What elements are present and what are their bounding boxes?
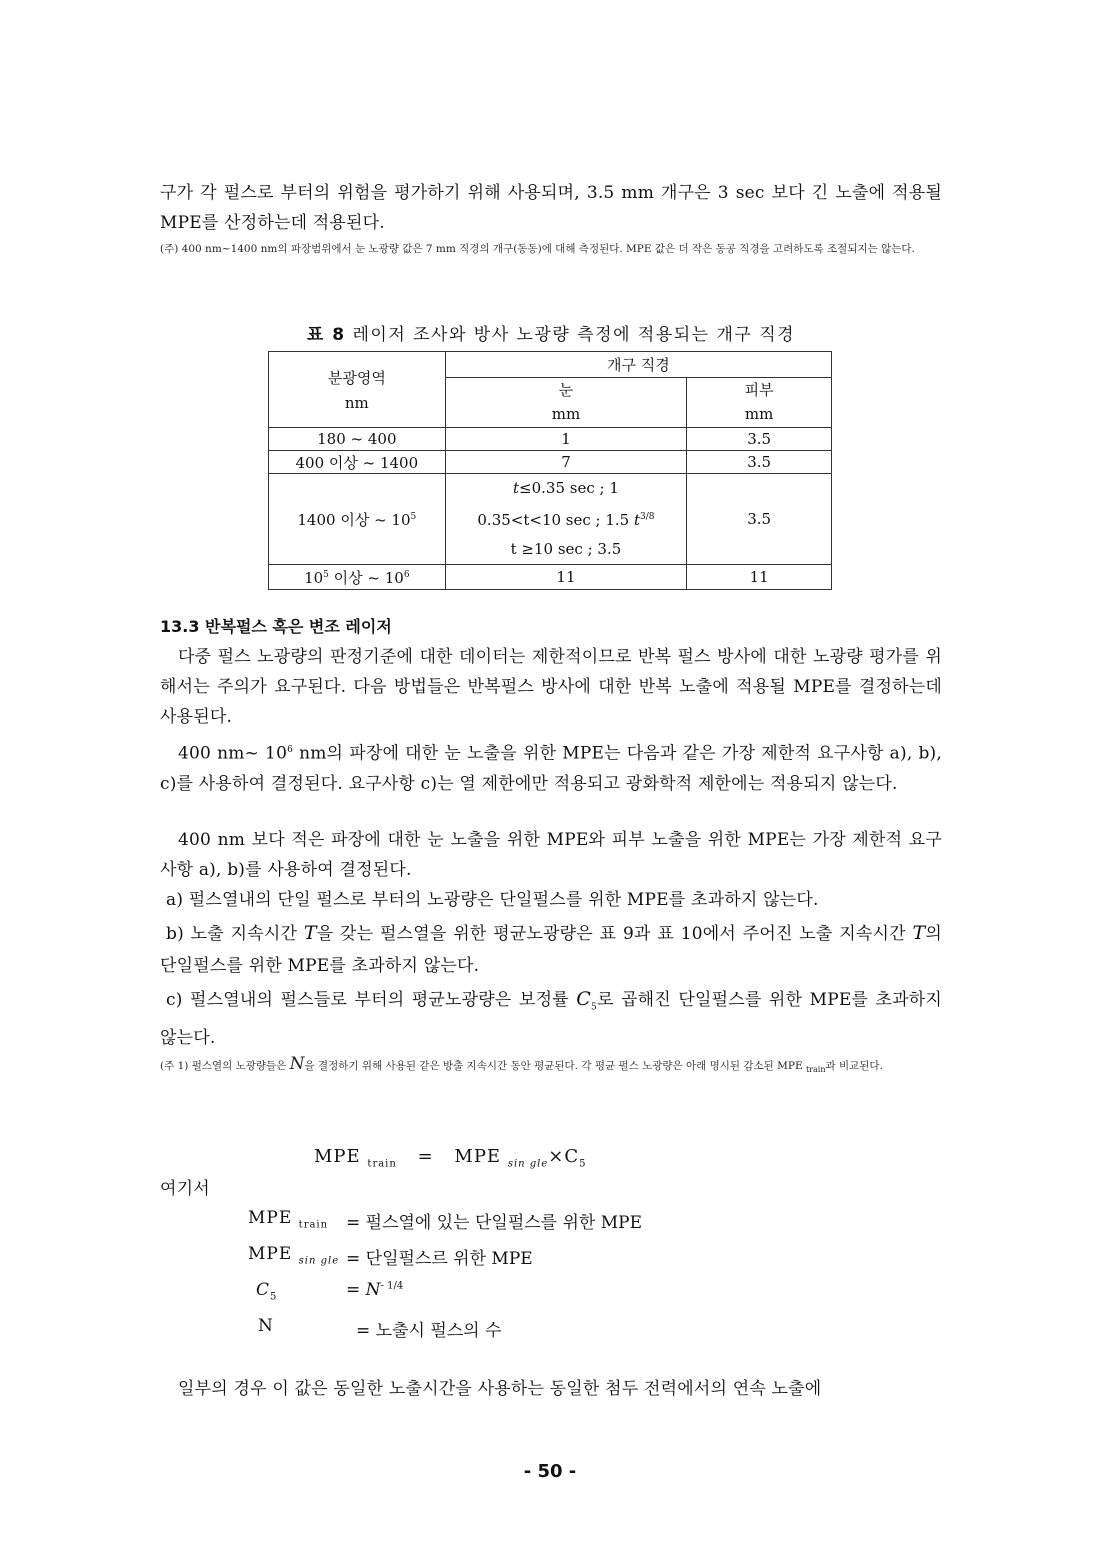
def-text: = 노출시 펄스의 수 bbox=[356, 1321, 502, 1341]
def-sym-text: C bbox=[256, 1280, 271, 1300]
var-C: C bbox=[576, 988, 592, 1010]
row-region: 400 이상 ~ 1400 bbox=[269, 451, 446, 474]
p2-power: 10 bbox=[265, 743, 288, 764]
def-sym-text: MPE bbox=[248, 1244, 293, 1264]
def-sym-sub: sin gle bbox=[298, 1255, 340, 1267]
def-symbol: N bbox=[258, 1316, 274, 1336]
req-c-text-1: c) 펄스열내의 펄스들로 부터의 평균노광량은 보정률 bbox=[166, 990, 577, 1010]
eye-line-2 bbox=[446, 503, 687, 535]
note1-text-c: 과 비교된다. bbox=[825, 1060, 883, 1072]
note1-sub: train bbox=[805, 1065, 826, 1075]
var-T: T bbox=[912, 922, 926, 944]
table-caption-label: 표 8 bbox=[306, 325, 346, 345]
def-text: = 단일펄스르 위한 MPE bbox=[346, 1249, 533, 1269]
row-skin: 3.5 bbox=[687, 428, 832, 451]
eye-line-1 bbox=[446, 474, 687, 503]
eye-line-3: t ≥10 sec ; 3.5 bbox=[510, 540, 622, 558]
def-symbol bbox=[256, 1280, 277, 1302]
requirement-a: a) 펄스열내의 단일 펄스로 부터의 노광량은 단일펄스를 위한 MPE를 초과하지 않는다. bbox=[166, 890, 819, 910]
note1-text-a: (주 1) 펄스열의 노광량들은 bbox=[160, 1060, 290, 1072]
eye-exp: 3/8 bbox=[640, 512, 655, 522]
header-skin: 피부 bbox=[687, 378, 832, 402]
header-region-unit: nm bbox=[344, 394, 369, 412]
requirement-b bbox=[160, 917, 942, 982]
intro-note: (주) 400 nm~1400 nm의 파장범위에서 눈 노광량 값은 7 mm 직경의 개구(동동)에 대해 측정된다. MPE 값은 더 작은 동공 직경을 고려하도록 조절되지는 않는다. bbox=[160, 243, 915, 255]
mpe-formula bbox=[314, 1146, 587, 1170]
formula-rhs: MPE bbox=[454, 1146, 502, 1167]
note-1 bbox=[160, 1051, 942, 1083]
aperture-table bbox=[268, 351, 832, 590]
p2-start: 400 nm~ bbox=[178, 743, 266, 764]
header-skin-unit: mm bbox=[687, 402, 832, 428]
intro-paragraph: 구가 각 펄스로 부터의 위험을 평가하기 위해 사용되며, 3.5 mm 개구은 3 sec 보다 긴 노출에 적용될 MPE를 산정하는데 적용된다. bbox=[160, 183, 942, 233]
var-N: N bbox=[289, 1054, 305, 1074]
row-skin: 11 bbox=[687, 565, 832, 590]
eye-line-2-text: 0.35<t<10 sec ; 1.5 bbox=[477, 511, 634, 529]
def-sym-sub: train bbox=[298, 1219, 329, 1231]
def-text: = 펄스열에 있는 단일펄스를 위한 MPE bbox=[346, 1213, 643, 1233]
row-eye: 1 bbox=[445, 428, 687, 451]
section-paragraph-1: 다중 펄스 노광량의 판정기준에 대한 데이터는 제한적이므로 반복 펄스 방사에 대한 노광량 평가를 위해서는 주의가 요구된다. 다음 방법들은 반복펄스 방사에 대한 반복 노출에 적용될 MPE를 결정하는데 사용된다. bbox=[160, 647, 942, 727]
header-eye: 눈 bbox=[445, 378, 687, 402]
row-eye: 11 bbox=[445, 565, 687, 590]
def-sym-text: MPE bbox=[248, 1208, 293, 1228]
req-b-text-1: b) 노출 지속시간 bbox=[166, 924, 304, 944]
region-exp-a: 5 bbox=[323, 569, 329, 580]
region-power: 10 bbox=[391, 510, 411, 529]
row-region bbox=[269, 565, 446, 590]
note1-text-b: 을 결정하기 위해 사용된 같은 방출 지속시간 동안 평균된다. 각 평균 펄스 노광량은 아래 명시된 감소된 MPE bbox=[304, 1060, 806, 1072]
formula-c-sub: 5 bbox=[579, 1158, 587, 1170]
section-title: 13.3 반복펄스 혹은 변조 레이저 bbox=[160, 617, 392, 636]
var-C-sub: 5 bbox=[591, 1002, 597, 1013]
table-row bbox=[269, 474, 832, 565]
table-row bbox=[269, 565, 832, 590]
def-symbol bbox=[248, 1208, 328, 1230]
requirement-c bbox=[160, 984, 942, 1054]
where-label: 여기서 bbox=[160, 1179, 210, 1199]
row-skin: 3.5 bbox=[687, 451, 832, 474]
row-skin: 3.5 bbox=[687, 474, 832, 565]
header-eye-unit: mm bbox=[445, 402, 687, 428]
t-var: t bbox=[634, 511, 641, 529]
header-region-label: 분광영역 bbox=[327, 369, 386, 387]
p2-rest: nm의 파장에 대한 눈 노출을 위한 MPE는 다음과 같은 가장 제한적 요구사항 a), b), c)를 사용하여 결정된다. 요구사항 c)는 열 제한에만 적용되고 광화학적 제한에는 적용되지 않는다. bbox=[160, 743, 942, 794]
def-sym-sub: 5 bbox=[270, 1291, 278, 1303]
header-region bbox=[269, 352, 446, 428]
formula-lhs-sub: train bbox=[367, 1158, 397, 1170]
def-exp: - 1/4 bbox=[380, 1280, 404, 1292]
def-text bbox=[346, 1280, 403, 1300]
row-region bbox=[269, 474, 446, 565]
p2-exp: 6 bbox=[287, 745, 294, 755]
header-aperture: 개구 직경 bbox=[445, 352, 831, 378]
closing-paragraph: 일부의 경우 이 값은 동일한 노출시간을 사용하는 동일한 첨두 전력에서의 연속 노출에 bbox=[178, 1379, 822, 1399]
var-T: T bbox=[303, 922, 317, 944]
req-b-text-2: 을 갖는 펄스열을 위한 평균노광량은 표 9과 표 10에서 주어진 노출 지속시간 bbox=[316, 924, 913, 944]
region-power-a: 10 bbox=[304, 568, 324, 587]
section-paragraph-2 bbox=[160, 735, 942, 799]
t-var: t bbox=[513, 479, 520, 497]
formula-rhs-sub: sin gle bbox=[507, 1158, 549, 1170]
row-eye bbox=[445, 474, 687, 565]
page-number: - 50 - bbox=[523, 1461, 577, 1482]
req-b-text-3: 의 단일펄스를 위한 MPE를 초과하지 않는다. bbox=[160, 924, 942, 976]
def-eq: = bbox=[346, 1280, 366, 1300]
table-caption bbox=[160, 320, 942, 345]
req-c-text-2: 로 곱해진 단일펄스를 위한 MPE를 초과하지 않는다. bbox=[160, 990, 942, 1049]
table-caption-text: 레이저 조사와 방사 노광량 측정에 적용되는 개구 직경 bbox=[352, 325, 796, 345]
eye-line-1-text: ≤0.35 sec ; 1 bbox=[519, 479, 619, 497]
formula-times: ×C bbox=[548, 1146, 580, 1167]
table-row bbox=[269, 428, 832, 451]
region-exp: 5 bbox=[410, 511, 417, 522]
row-region: 180 ~ 400 bbox=[269, 428, 446, 451]
row-eye: 7 bbox=[445, 451, 687, 474]
region-exp-b: 6 bbox=[403, 569, 410, 580]
def-symbol bbox=[248, 1244, 339, 1266]
table-row bbox=[269, 451, 832, 474]
var-N: N bbox=[365, 1280, 381, 1300]
region-power-b: 10 bbox=[384, 568, 404, 587]
region-text: 이상 ~ bbox=[328, 568, 385, 587]
section-paragraph-3: 400 nm 보다 적은 파장에 대한 눈 노출을 위한 MPE와 피부 노출을 위한 MPE는 가장 제한적 요구사항 a), b)를 사용하여 결정된다. bbox=[160, 830, 942, 880]
formula-eq: = bbox=[417, 1146, 434, 1167]
formula-lhs: MPE bbox=[314, 1146, 361, 1167]
region-text: 1400 이상 ~ bbox=[297, 510, 392, 529]
